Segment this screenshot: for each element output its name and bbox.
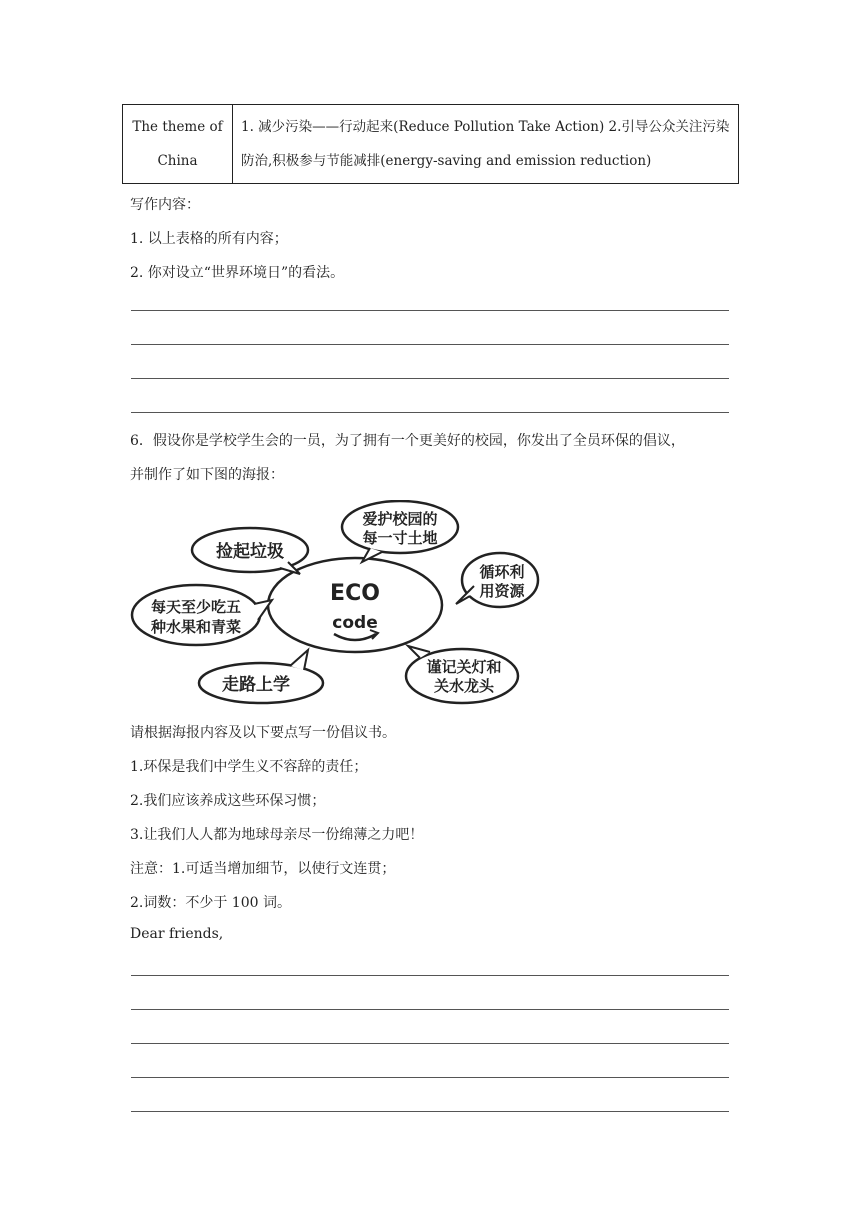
bubble-label: 走路上学: [222, 675, 290, 695]
instructions-intro: 请根据海报内容及以下要点写一份倡议书。: [130, 725, 396, 741]
bubble-label: 种水果和青菜: [150, 618, 242, 636]
poster-center-title: ECO: [330, 581, 380, 606]
bubble-label: 谨记关灯和: [426, 658, 502, 676]
instructions-note-2: 2.词数：不少于 100 词。: [130, 895, 291, 911]
answer-line[interactable]: [131, 310, 729, 311]
question-6-line-1: 6．假设你是学校学生会的一员，为了拥有一个更美好的校园，你发出了全员环保的倡议，: [130, 433, 685, 449]
poster-bubble-5: [199, 650, 323, 703]
poster-bubble-6: [406, 646, 518, 703]
bubble-label: 爱护校园的: [362, 510, 438, 528]
bubble-label: 捡起垃圾: [216, 542, 284, 562]
theme-row-label: The theme of China: [123, 105, 233, 184]
bubble-label: 关水龙头: [433, 677, 495, 695]
bubble-label: 每一寸土地: [362, 529, 438, 547]
theme-table: [122, 104, 739, 184]
eco-code-poster: [130, 500, 540, 705]
table-row: [123, 105, 739, 184]
poster-bubble-3: [456, 553, 538, 607]
bubble-label: 循环利: [479, 563, 525, 581]
answer-line[interactable]: [131, 344, 729, 345]
instructions-point-1: 1.环保是我们中学生义不容辞的责任；: [130, 759, 368, 775]
answer-line[interactable]: [131, 1077, 729, 1078]
poster-center-subtitle: code: [332, 613, 378, 633]
instructions-note-1: 注意：1.可适当增加细节，以使行文连贯；: [130, 861, 396, 877]
instructions-point-2: 2.我们应该养成这些环保习惯；: [130, 793, 326, 809]
answer-line[interactable]: [131, 1043, 729, 1044]
writing-content-item-2: 2. 你对设立“世界环境日”的看法。: [130, 265, 345, 281]
instructions-point-3: 3.让我们人人都为地球母亲尽一份绵薄之力吧！: [130, 827, 424, 843]
answer-line[interactable]: [131, 975, 729, 976]
writing-content-heading: 写作内容：: [130, 197, 200, 213]
bubble-label: 每天至少吃五: [150, 598, 242, 616]
answer-line[interactable]: [131, 378, 729, 379]
theme-row-content: 1. 减少污染——行动起来(Reduce Pollution Take Action) 2.引导公众关注污染防治,积极参与节能减排(energy-saving and emission reduction): [233, 105, 739, 184]
answer-line[interactable]: [131, 412, 729, 413]
answer-line[interactable]: [131, 1111, 729, 1112]
poster-bubble-4: [132, 585, 272, 645]
bubble-label: 用资源: [479, 582, 525, 600]
question-6-line-2: 并制作了如下图的海报：: [130, 467, 284, 483]
poster-bubble-1: [192, 528, 308, 574]
writing-content-item-1: 1. 以上表格的所有内容；: [130, 231, 288, 247]
answer-line[interactable]: [131, 1009, 729, 1010]
poster-bubble-2: [342, 501, 458, 562]
letter-salutation: Dear friends,: [130, 926, 224, 942]
